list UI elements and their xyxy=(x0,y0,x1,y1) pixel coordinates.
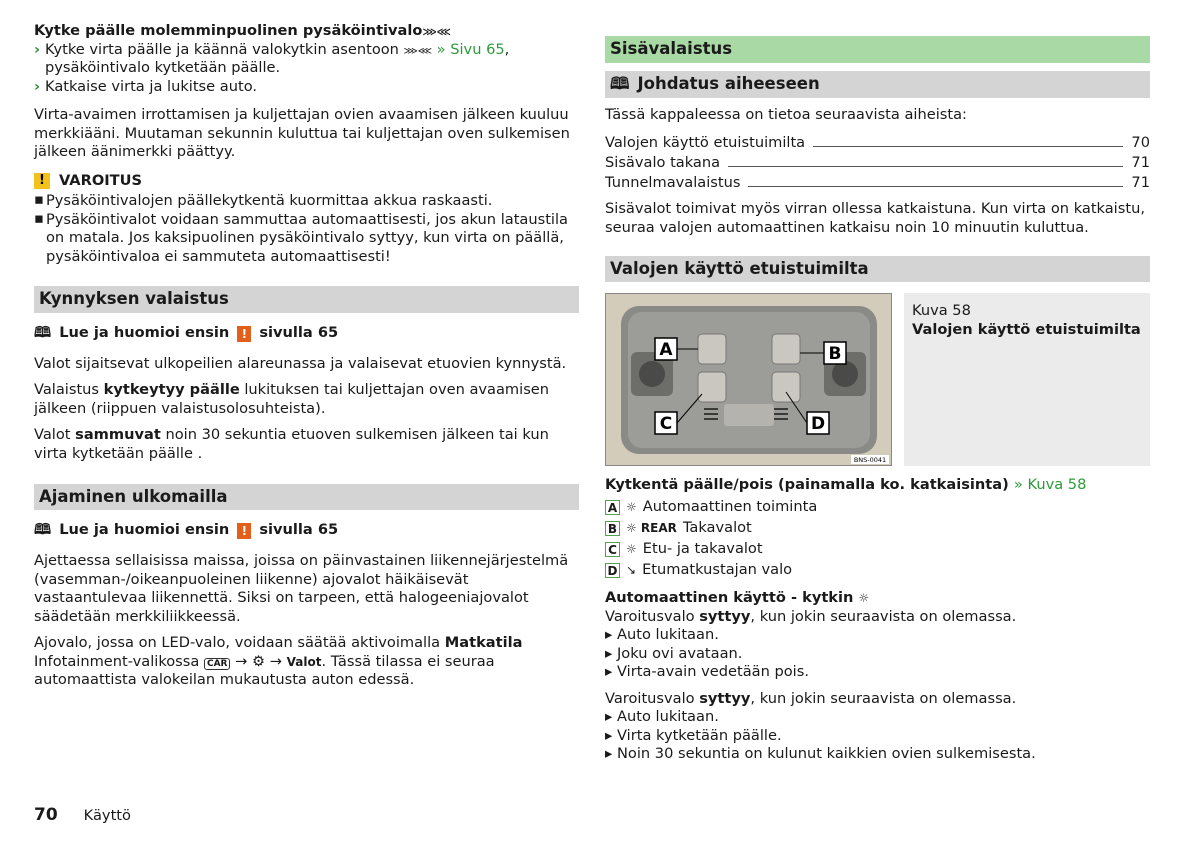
list-item: ▸ Auto lukitaan. xyxy=(605,708,1150,727)
main-section-title: Sisävalaistus xyxy=(605,36,1150,63)
threshold-paragraph-3: Valot sammuvat noin 30 sekuntia etuoven sulkemisen jälkeen tai kun virta kytketään päälle . xyxy=(34,426,549,462)
read-first-reference xyxy=(34,521,579,540)
read-first-reference xyxy=(34,324,579,343)
left-column xyxy=(34,22,579,690)
legend-list xyxy=(605,497,1150,581)
step-2-text: Katkaise virta ja lukitse auto. xyxy=(45,77,258,95)
legend-row: C ☼ Etu- ja takavalot xyxy=(605,539,1150,560)
parking-light-title-text: Kytke päälle molemminpuolinen pysäköintivalo xyxy=(34,22,423,39)
warning-title: VAROITUS xyxy=(59,171,142,189)
toc-row[interactable]: Sisävalo takana 71 xyxy=(605,153,1150,171)
reference-page[interactable]: sivulla 65 xyxy=(259,521,339,539)
page-number: 70 xyxy=(34,805,58,825)
group-2-lead: Varoitusvalo syttyy, kun jokin seuraavista on olemassa. xyxy=(605,689,1017,707)
warning-header xyxy=(34,172,579,191)
parking-light-title xyxy=(34,22,579,41)
list-item: ▸ Noin 30 sekuntia on kulunut kaikkien ovien sulkemisesta. xyxy=(605,745,1150,764)
menu-arrow: → xyxy=(235,652,248,670)
list-item: ▸ Virta kytketään päälle. xyxy=(605,727,1150,746)
warning-excl-icon: ! xyxy=(237,523,251,539)
intro-paragraph: Virta-avaimen irrottamisen ja kuljettajan ovien avaamisen jälkeen kuuluu merkkiääni. Muutaman sekunnin kuluttua tai kuljettajan oven sulkemisen jälkeen äänimerkki päättyy. xyxy=(34,106,570,161)
front-seat-section-title: Valojen käyttö etuistuimilta xyxy=(605,256,1150,283)
intro-subsection-title xyxy=(605,71,1150,98)
book-icon: 🕮 xyxy=(34,324,52,342)
switch-heading: Kytkentä päälle/pois (painamalla ko. katkaisinta) » Kuva 58 xyxy=(605,476,1087,494)
page-link[interactable]: » Sivu 65 xyxy=(436,40,505,58)
interior-light-paragraph: Sisävalot toimivat myös virran ollessa katkaistuna. Kun virta on katkaistu, seuraa valojen automaattinen katkaisu noin 10 minuutin kuluttua. xyxy=(605,200,1145,236)
reference-text: Lue ja huomioi ensin xyxy=(59,324,230,342)
step-arrow-icon: › xyxy=(34,77,41,95)
book-icon: 🕮 xyxy=(610,73,630,93)
step-1 xyxy=(34,41,579,78)
settings-icon: ⚙ xyxy=(252,652,266,670)
warning-item: ▪ Pysäköintivalot voidaan sammuttaa automaattisesti, jos akun lataustila on matala. Jos kaksipuolinen pysäköintivalo syttyy, kun virta on päällä, pysäköintivaloa ei sammuteta automaattisesti! xyxy=(34,211,579,267)
legend-row: B ☼ REAR Takavalot xyxy=(605,518,1150,539)
legend-row: D ↘ Etumatkustajan valo xyxy=(605,560,1150,581)
overhead-console-image xyxy=(605,293,892,466)
section-title-threshold: Kynnyksen valaistus xyxy=(34,286,579,313)
figure-link[interactable]: » Kuva 58 xyxy=(1013,476,1087,494)
step-1-text-end: , pysäköintivalo kytketään päälle. xyxy=(45,40,510,77)
toc-list xyxy=(605,132,1150,192)
figure-caption xyxy=(904,293,1150,466)
reference-text: Lue ja huomioi ensin xyxy=(59,521,230,539)
reference-page[interactable]: sivulla 65 xyxy=(259,324,339,342)
fig-label-c: C xyxy=(659,414,673,435)
threshold-paragraph-2: Valaistus kytkeytyy päälle lukituksen tai kuljettajan oven avaamisen jälkeen (riippuen valaistusolosuhteista). xyxy=(34,381,550,417)
parking-light-icon: ⋙⋘ xyxy=(422,27,451,38)
warning-excl-icon: ! xyxy=(237,326,251,342)
list-item: ▸ Joku ovi avataan. xyxy=(605,645,1150,664)
list-item: ▸ Virta-avain vedetään pois. xyxy=(605,663,1150,682)
menu-item-lights: Valot xyxy=(286,654,322,669)
abroad-paragraph-2: Ajovalo, jossa on LED-valo, voidaan säätää aktivoimalla Matkatila Infotainment-valikossa CAR → ⚙ → Valot. Tässä tilassa ei seuraa automaattista valokeilan mukautusta auton edessä. xyxy=(34,634,523,689)
threshold-paragraph-1: Valot sijaitsevat ulkopeilien alareunassa ja valaisevat etuovien kynnystä. xyxy=(34,354,567,372)
footer-section: Käyttö xyxy=(83,807,131,824)
parking-light-icon: ⋙⋘ xyxy=(403,45,433,57)
fig-label-d: D xyxy=(810,414,826,435)
right-column xyxy=(605,30,1150,764)
figure-code: BNS-0041 xyxy=(853,456,887,465)
legend-row: A ☼ Automaattinen toiminta xyxy=(605,497,1150,518)
auto-light-icon: ☼ xyxy=(858,590,870,605)
rear-light-icon: ☼ REAR xyxy=(626,520,677,535)
book-icon: 🕮 xyxy=(34,521,52,539)
step-2 xyxy=(34,78,579,97)
car-button-icon: CAR xyxy=(204,658,231,670)
footwell-light-icon: ↘ xyxy=(626,562,637,577)
step-arrow-icon: › xyxy=(34,40,41,58)
list-item: ▸ Auto lukitaan. xyxy=(605,626,1150,645)
intro-title-text: Johdatus aiheeseen xyxy=(637,73,820,93)
toc-row[interactable]: Tunnelmavalaistus 71 xyxy=(605,173,1150,191)
warning-item: ▪ Pysäköintivalojen päällekytkentä kuormittaa akkua raskaasti. xyxy=(34,192,579,211)
section-title-abroad: Ajaminen ulkomailla xyxy=(34,484,579,511)
group-1-lead: Varoitusvalo syttyy, kun jokin seuraavista on olemassa. xyxy=(605,607,1017,625)
auto-heading: Automaattinen käyttö - kytkin ☼ xyxy=(605,588,870,606)
fig-label-a: A xyxy=(659,340,673,361)
auto-light-icon: ☼ xyxy=(626,499,637,514)
caption-number: Kuva 58 xyxy=(912,302,971,320)
figure-58 xyxy=(605,293,1150,466)
toc-row[interactable]: Valojen käyttö etuistuimilta 70 xyxy=(605,133,1150,151)
intro-text: Tässä kappaleessa on tietoa seuraavista aiheista: xyxy=(605,105,967,123)
front-rear-light-icon: ☼ xyxy=(626,541,637,556)
fig-label-b: B xyxy=(828,344,842,365)
caption-title: Valojen käyttö etuistuimilta xyxy=(912,320,1141,338)
menu-arrow: → xyxy=(269,652,282,670)
warning-icon: ! xyxy=(34,173,50,189)
abroad-paragraph-1: Ajettaessa sellaisissa maissa, joissa on päinvastainen liikennejärjestelmä (vasemman-/oikeanpuoleinen liikenne) ajovalot häikäisevät vastaantulevaa liikennettä. Siksi on tarpeen, että halogeeniajovalot säädetään merkkiliikkeessä. xyxy=(34,552,569,625)
page-footer xyxy=(34,805,131,827)
step-1-text: Kytke virta päälle ja käännä valokytkin asentoon xyxy=(45,40,399,58)
console-drawing xyxy=(606,294,891,465)
